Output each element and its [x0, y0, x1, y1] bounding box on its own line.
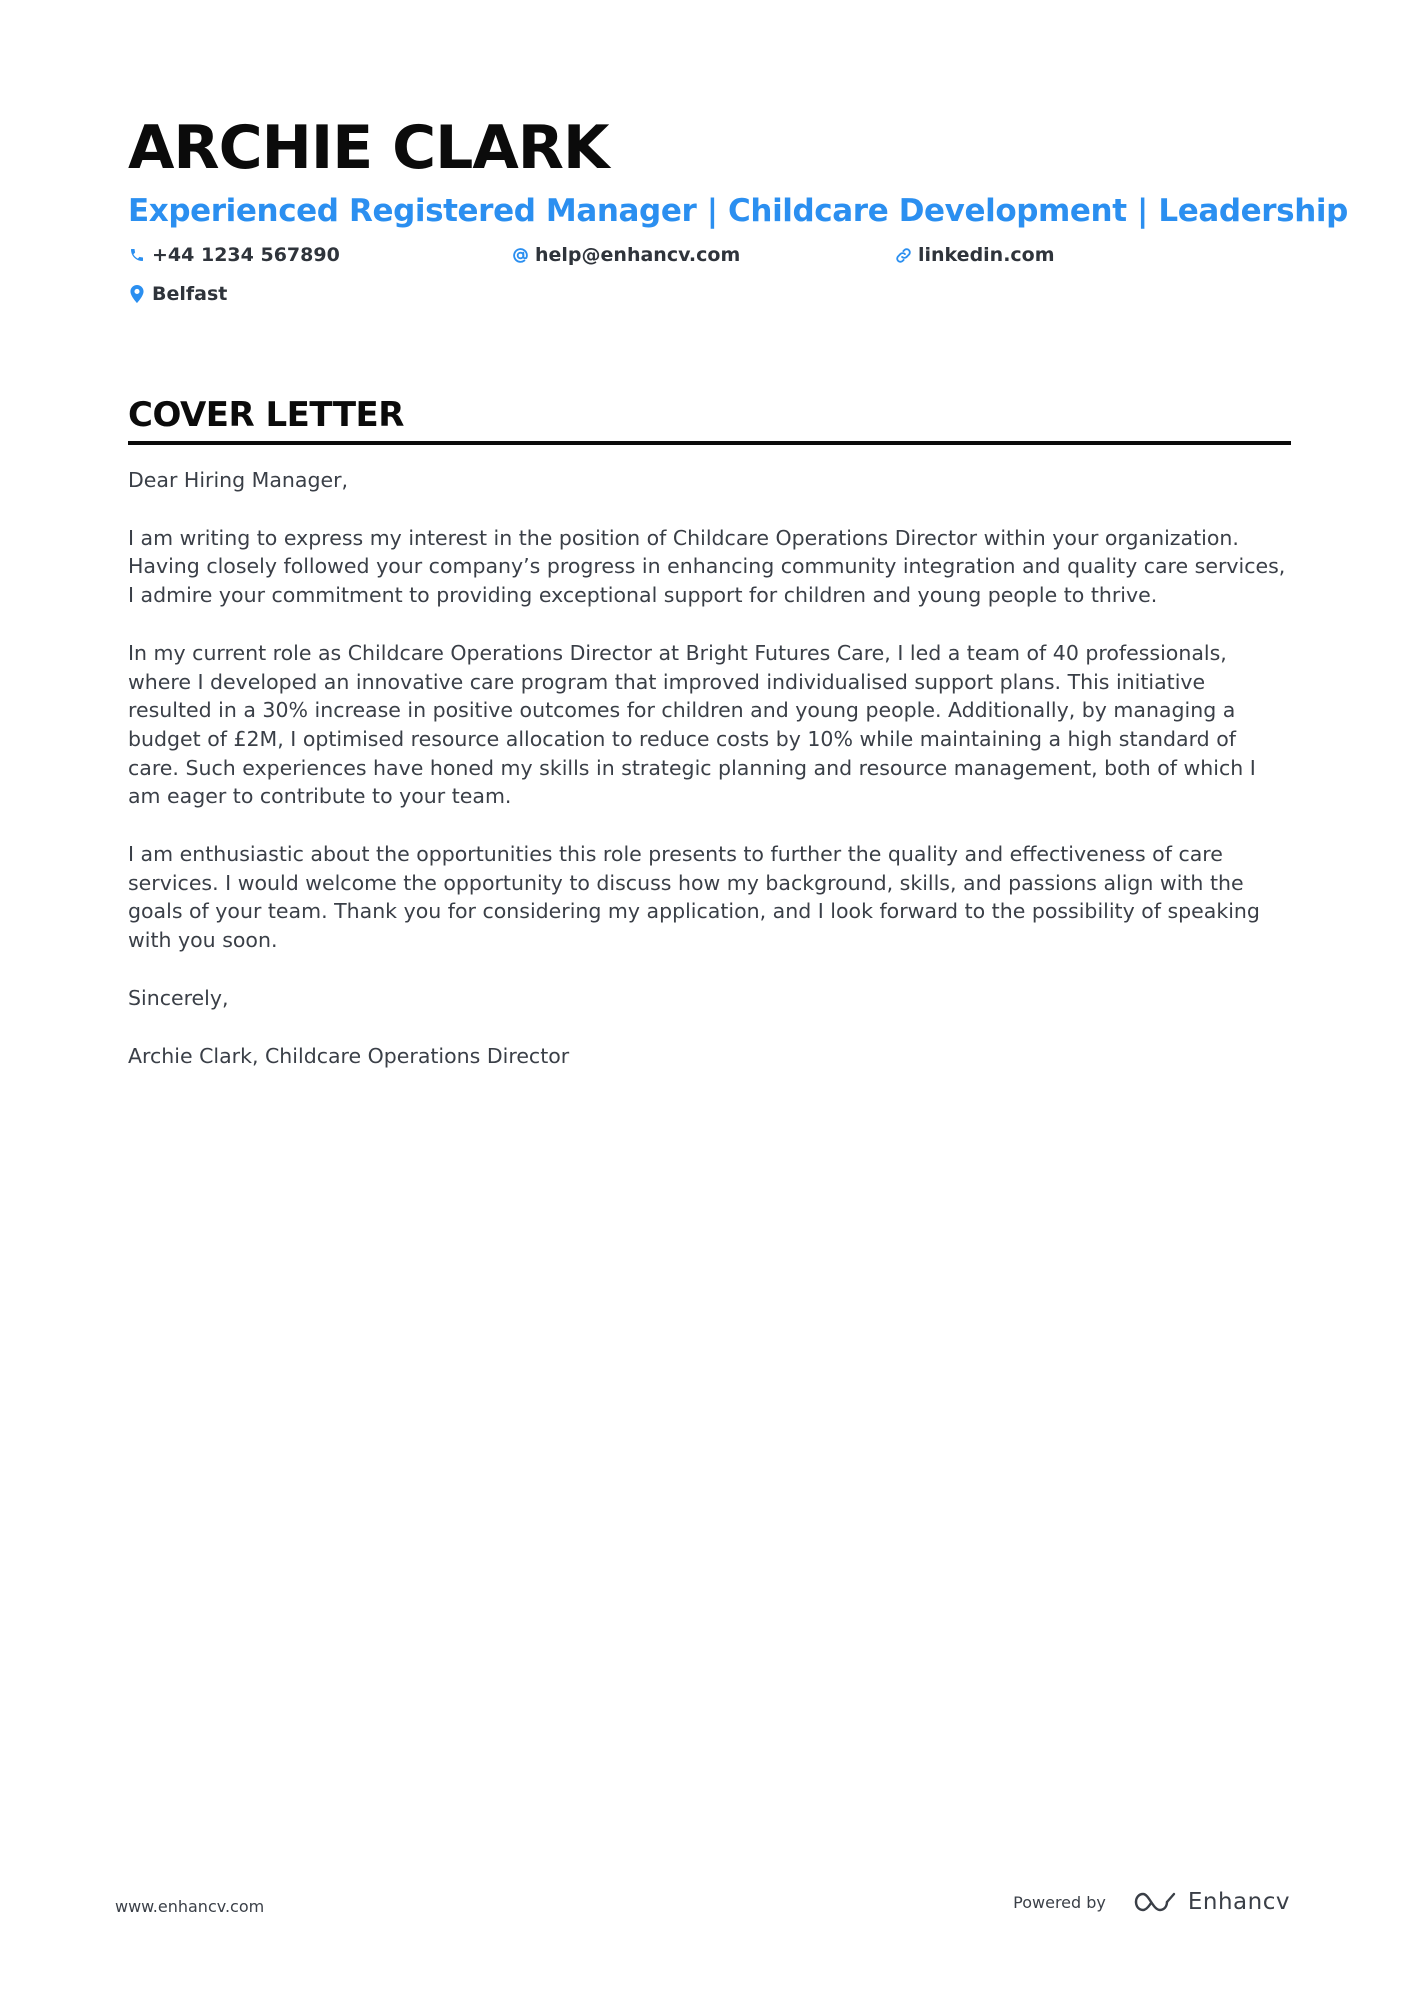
- letter-body: [128, 466, 1291, 1099]
- contact-website[interactable]: [894, 240, 1055, 270]
- letter-greeting: Dear Hiring Manager,: [128, 468, 349, 492]
- letter-paragraph: In my current role as Childcare Operations Director at Bright Futures Care, I led a team of 40 professionals, where I developed an innovative care program that improved individualised support plans. This initiative resulted in a 30% increase in positive outcomes for children and young people. Additionally, by managing a budget of £2M, I optimised resource allocation to reduce costs by 10% while maintaining a high standard of care. Such experiences have honed my skills in strategic planning and resource management, both of which I am eager to contribute to your team.: [128, 640, 1256, 809]
- contact-phone-text: +44 1234 567890: [152, 244, 340, 266]
- contact-email[interactable]: [511, 240, 740, 270]
- contact-location-text: Belfast: [152, 283, 228, 305]
- contact-row-secondary: [128, 279, 1291, 309]
- contact-row-primary: [128, 240, 1291, 270]
- letter-paragraph: I am enthusiastic about the opportunities this role presents to further the quality and effectiveness of care services. I would welcome the opportunity to discuss how my background, skills, and passions align with the goals of your team. Thank you for considering my application, and I look forward to the possibility of speaking with you soon.: [128, 842, 1260, 953]
- at-icon: [511, 246, 529, 264]
- letter-signature: Archie Clark, Childcare Operations Director: [128, 1043, 570, 1068]
- powered-by-label: Powered by: [1013, 1892, 1106, 1912]
- phone-icon: [128, 246, 146, 264]
- map-pin-icon: [128, 285, 146, 303]
- footer-site-link[interactable]: www.enhancv.com: [115, 1897, 265, 1916]
- letter-paragraph: I am writing to express my interest in the position of Childcare Operations Director within your organization. Having closely followed your company’s progress in enhancing community integration and quality care services, I admire your commitment to providing exceptional support for children and young people to thrive.: [128, 525, 1286, 608]
- contact-email-text[interactable]: help@enhancv.com: [535, 244, 741, 266]
- enhancv-logo-icon: [1132, 1890, 1178, 1914]
- contact-phone: [128, 240, 340, 270]
- contact-website-text[interactable]: linkedin.com: [918, 244, 1055, 266]
- footer-branding: [1013, 1882, 1290, 1922]
- applicant-headline: Experienced Registered Manager | Childcare Development | Leadership: [128, 193, 1348, 229]
- contact-location: [128, 279, 227, 309]
- letter-closing: Sincerely,: [128, 985, 229, 1010]
- brand-name: Enhancv: [1187, 1889, 1290, 1915]
- link-icon: [894, 246, 912, 264]
- section-title-cover-letter: COVER LETTER: [128, 393, 1291, 445]
- applicant-name: ARCHIE CLARK: [128, 113, 609, 183]
